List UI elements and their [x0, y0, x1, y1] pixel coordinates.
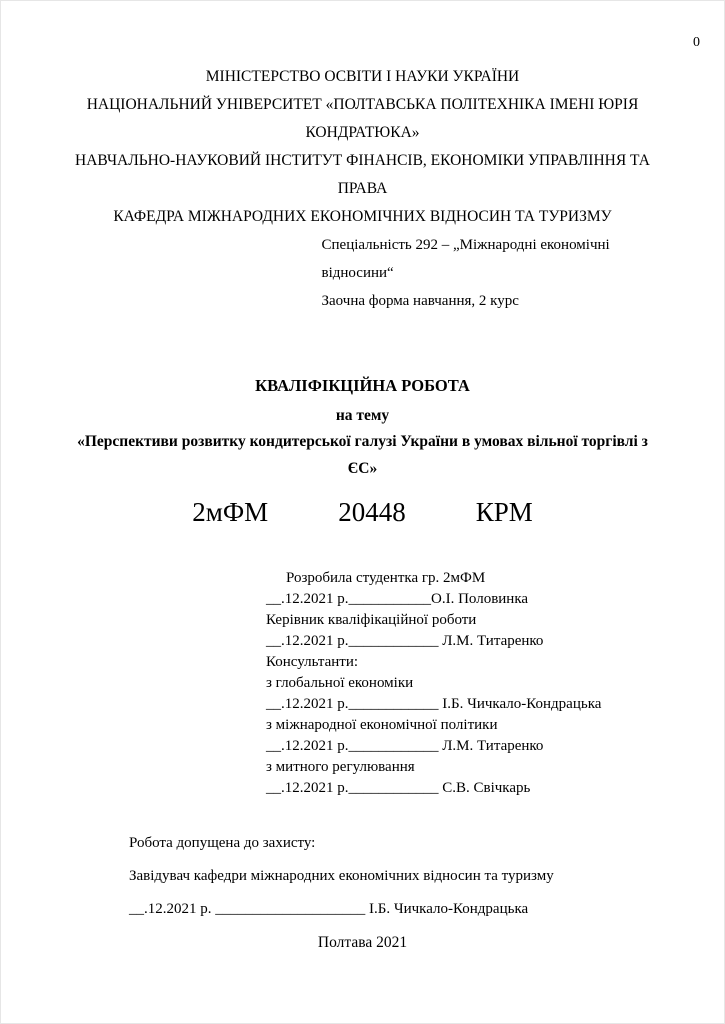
- ministry-line: МІНІСТЕРСТВО ОСВІТИ І НАУКИ УКРАЇНИ: [205, 68, 520, 85]
- signature-line: з митного регулювання: [266, 759, 415, 775]
- admission-block: [129, 827, 724, 926]
- admission-line: Завідувач кафедри міжнародних економічних відносин та туризму: [129, 868, 554, 884]
- group-code: 2мФМ: [192, 497, 269, 527]
- signature-line: __.12.2021 р.___________О.І. Половинка: [266, 591, 529, 607]
- institute-line: НАВЧАЛЬНО-НАУКОВИЙ ІНСТИТУТ ФІНАНСІВ, ЕКОНОМІКИ УПРАВЛІННЯ ТА ПРАВА: [75, 152, 650, 197]
- signature-line: з глобальної економіки: [266, 675, 414, 691]
- signature-line: Консультанти:: [266, 654, 359, 670]
- signature-line: __.12.2021 р.____________ С.В. Свічкарь: [266, 780, 531, 796]
- admission-line: __.12.2021 р. ____________________ І.Б. Чичкало-Кондрацька: [129, 901, 529, 917]
- work-code: КРМ: [475, 497, 533, 527]
- signatures-block: [266, 568, 724, 799]
- work-topic: «Перспективи розвитку кондитерської галузі України в умовах вільної торгівлі з ЄС»: [77, 433, 648, 477]
- specialty-block: [322, 231, 669, 315]
- page-number: 0: [693, 35, 700, 50]
- specialty-line: Спеціальність 292 – „Міжнародні економічні відносини“: [321, 237, 610, 281]
- on-topic-label: на тему: [335, 407, 390, 424]
- department-line: КАФЕДРА МІЖНАРОДНИХ ЕКОНОМІЧНИХ ВІДНОСИН ТА ТУРИЗМУ: [113, 208, 612, 225]
- work-code-line: [1, 496, 724, 528]
- signature-line: __.12.2021 р.____________ Л.М. Титаренко: [266, 738, 544, 754]
- signature-line: __.12.2021 р.____________ Л.М. Титаренко: [266, 633, 544, 649]
- document-header: [57, 1, 669, 315]
- signature-line: __.12.2021 р.____________ І.Б. Чичкало-Кондрацька: [266, 696, 602, 712]
- signature-line: Розробила студентка гр. 2мФМ: [286, 570, 486, 586]
- admission-line: Робота допущена до захисту:: [129, 835, 316, 851]
- study-form-line: Заочна форма навчання, 2 курс: [321, 293, 519, 309]
- signature-line: Керівник кваліфікаційної роботи: [266, 612, 477, 628]
- record-number: 20448: [338, 497, 406, 527]
- university-line: НАЦІОНАЛЬНИЙ УНІВЕРСИТЕТ «ПОЛТАВСЬКА ПОЛІТЕХНІКА ІМЕНІ ЮРІЯ КОНДРАТЮКА»: [86, 96, 639, 141]
- work-type-title: КВАЛІФІКЦІЙНА РОБОТА: [255, 376, 470, 395]
- signature-line: з міжнародної економічної політики: [266, 717, 498, 733]
- city-year: Полтава 2021: [317, 934, 408, 951]
